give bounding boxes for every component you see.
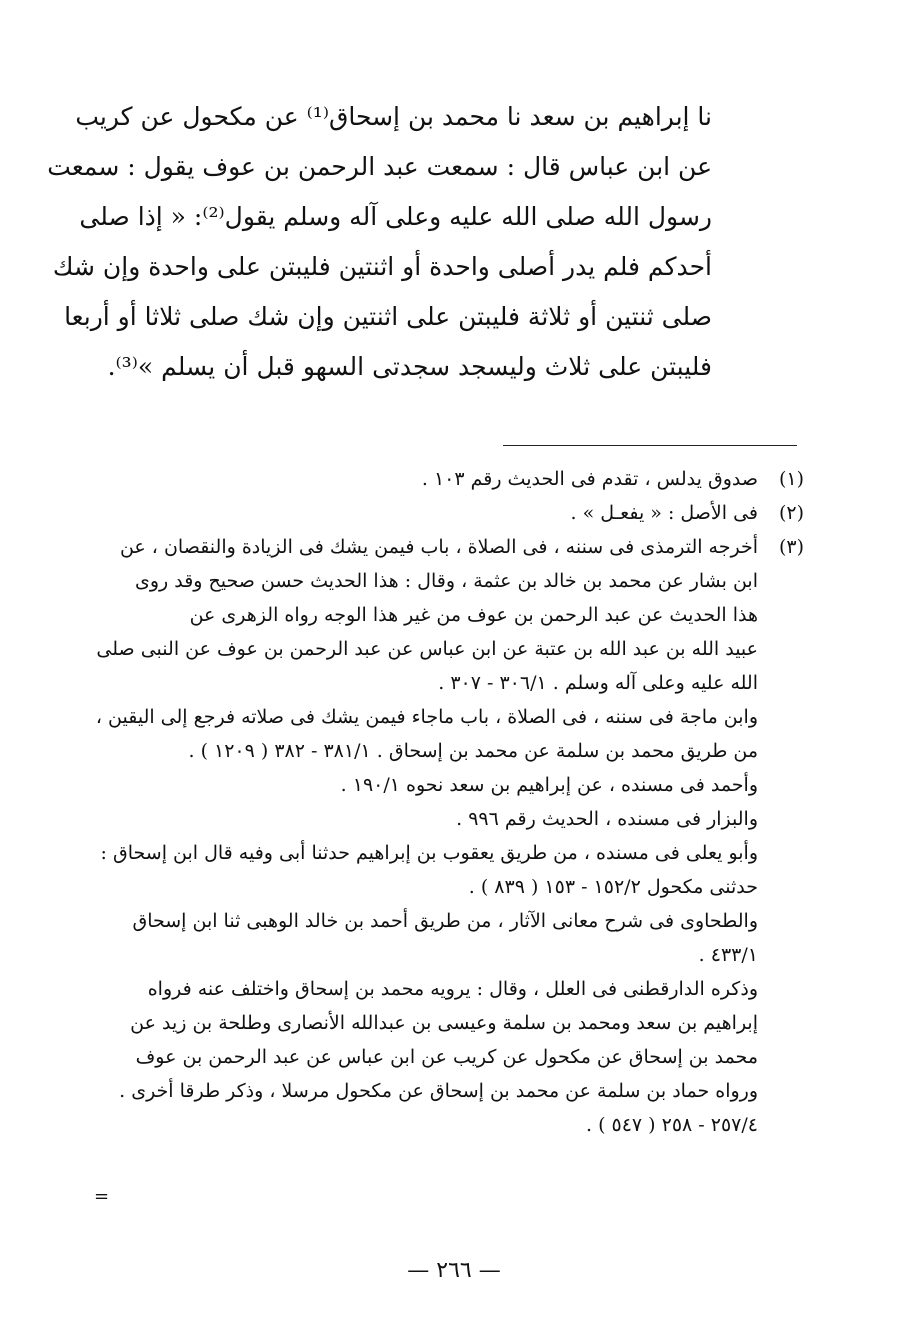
footnote-line: والبزار فى مسنده ، الحديث رقم ٩٩٦ .	[456, 808, 758, 830]
main-text-line: أحدكم فلم يدر أصلى واحدة أو اثنتين فليبتن على واحدة وإن شك	[52, 252, 712, 281]
page-number: — ٢٦٦ —	[407, 1258, 501, 1283]
footnote-1	[100, 462, 804, 496]
footnote-line: من طريق محمد بن سلمة عن محمد بن إسحاق . ٣٨١/١ - ٣٨٢ ( ١٢٠٩ ) .	[188, 740, 758, 762]
footnote-line: فى الأصل : « يفعـل » .	[570, 502, 758, 524]
footnote-line: ٢٥٧/٤ - ٢٥٨ ( ٥٤٧ ) .	[585, 1114, 758, 1136]
footnote-line: عبيد الله بن عبد الله بن عتبة عن ابن عباس عن عبد الرحمن بن عوف عن النبى صلى	[96, 638, 758, 660]
footnote-line: وأبو يعلى فى مسنده ، من طريق يعقوب بن إبراهيم حدثنا أبى وفيه قال ابن إسحاق :	[100, 842, 758, 864]
main-text-line: صلى ثنتين أو ثلاثة فليبتن على اثنتين وإن شك صلى ثلاثا أو أربعا	[64, 302, 712, 331]
footnote-divider	[503, 445, 797, 446]
footnote-line: حدثنى مكحول ١٥٢/٢ - ١٥٣ ( ٨٣٩ ) .	[468, 876, 758, 898]
main-text-line: فليبتن على ثلاث وليسجد سجدتى السهو قبل أن يسلم »⁽³⁾.	[107, 352, 712, 381]
footnote-line: إبراهيم بن سعد ومحمد بن سلمة وعيسى بن عبدالله الأنصارى وطلحة بن زيد عن	[130, 1012, 758, 1034]
footnote-line: وأحمد فى مسنده ، عن إبراهيم بن سعد نحوه ١٩٠/١ .	[340, 774, 758, 796]
footnote-line: ورواه حماد بن سلمة عن محمد بن إسحاق عن مكحول مرسلا ، وذكر طرقا أخرى .	[119, 1080, 758, 1102]
footnote-line: وابن ماجة فى سننه ، فى الصلاة ، باب ماجاء فيمن يشك فى صلاته فرجع إلى اليقين ،	[95, 706, 758, 728]
footnote-line: الله عليه وعلى آله وسلم . ٣٠٦/١ - ٣٠٧ .	[438, 672, 758, 694]
footnote-number: (٣)	[778, 536, 804, 558]
main-text-line: نا إبراهيم بن سعد نا محمد بن إسحاق⁽¹⁾ عن مكحول عن كريب	[75, 102, 712, 131]
footnote-number: (٢)	[778, 502, 804, 524]
footnote-line: ٤٣٣/١ .	[698, 944, 758, 966]
footnote-line: وذكره الدارقطنى فى العلل ، وقال : يرويه محمد بن إسحاق واختلف عنه فرواه	[147, 978, 758, 1000]
footnote-line: أخرجه الترمذى فى سننه ، فى الصلاة ، باب فيمن يشك فى الزيادة والنقصان ، عن	[119, 536, 758, 558]
footnote-3-continuation	[95, 700, 804, 1142]
main-text-line: عن ابن عباس قال : سمعت عبد الرحمن بن عوف يقول : سمعت	[47, 152, 712, 181]
continuation-mark: =	[94, 1186, 110, 1207]
footnote-line: ابن بشار عن محمد بن خالد بن عثمة ، وقال : هذا الحديث حسن صحيح وقد روى	[134, 570, 758, 592]
footnote-line: هذا الحديث عن عبد الرحمن بن عوف من غير هذا الوجه رواه الزهرى عن	[189, 604, 758, 626]
footnote-line: صدوق يدلس ، تقدم فى الحديث رقم ١٠٣ .	[421, 468, 758, 490]
footnote-line: محمد بن إسحاق عن مكحول عن كريب عن ابن عباس عن عبد الرحمن بن عوف	[135, 1046, 758, 1068]
footnote-2	[100, 496, 804, 530]
footnote-3	[96, 530, 804, 700]
main-text-line: رسول الله صلى الله عليه وعلى آله وسلم يقول⁽²⁾: « إذا صلى	[79, 202, 712, 231]
footnote-line: والطحاوى فى شرح معانى الآثار ، من طريق أحمد بن خالد الوهبى ثنا ابن إسحاق	[132, 910, 758, 932]
main-text	[47, 92, 712, 392]
footnotes	[95, 462, 804, 1142]
footnote-number: (١)	[778, 468, 804, 490]
